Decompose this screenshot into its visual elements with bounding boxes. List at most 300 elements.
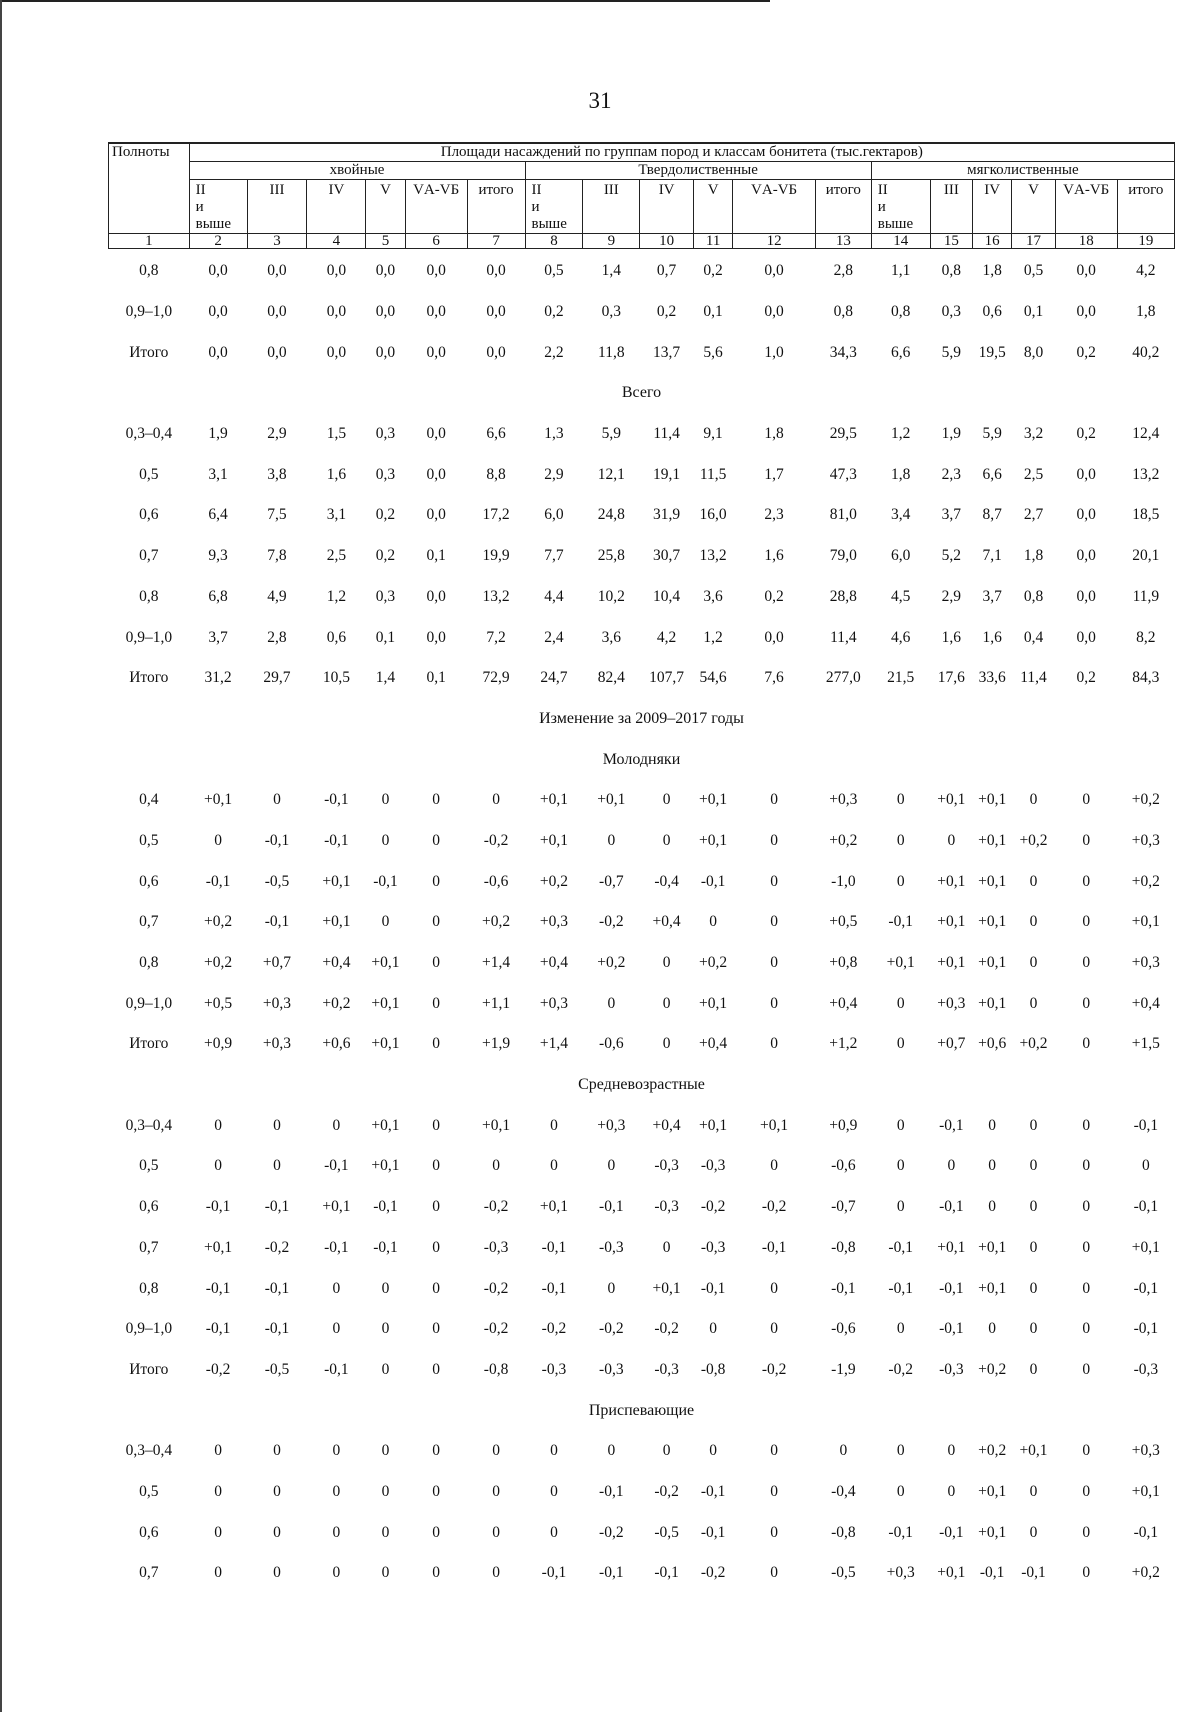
table-cell: 3,1 — [208, 465, 228, 483]
table-cell: 0 — [432, 1279, 440, 1297]
table-cell: 0 — [607, 1279, 616, 1297]
table-cell: 10,4 — [653, 587, 681, 605]
table-row — [109, 821, 1175, 862]
page-number: 31 — [588, 88, 612, 113]
table-cell: 0 — [432, 831, 440, 849]
table-cell: -0,1 — [1133, 1116, 1159, 1134]
table-cell: 47,3 — [829, 465, 857, 483]
table-cell: +0,1 — [978, 831, 1007, 849]
table-row — [109, 1431, 1175, 1472]
header-subcolumns-row — [109, 180, 1175, 234]
table-cell: +0,1 — [371, 994, 400, 1012]
table-cell: 0,0 — [208, 262, 228, 280]
table-cell: 0,8 — [941, 262, 962, 280]
table-cell: 0 — [1082, 913, 1091, 931]
row-label: 0,9–1,0 — [125, 628, 173, 646]
row-label: Итого — [129, 669, 169, 687]
table-cell: 0 — [947, 1157, 956, 1175]
column-number: 7 — [467, 234, 525, 249]
header-polnoty: Полноты — [109, 143, 190, 234]
table-cell: 0 — [896, 791, 905, 809]
table-cell: +0,3 — [539, 994, 569, 1012]
table-cell: -0,1 — [1133, 1279, 1159, 1297]
table-cell: -0,1 — [939, 1320, 964, 1338]
table-cell: +0,2 — [597, 954, 626, 972]
table-cell: 0 — [896, 1157, 905, 1175]
table-cell: 0 — [381, 1482, 390, 1500]
table-cell: -0,1 — [888, 1279, 913, 1297]
table-cell: 7,7 — [544, 547, 564, 565]
table-cell: 4,2 — [656, 628, 677, 646]
top-rule — [0, 0, 770, 2]
table-cell: -0,2 — [654, 1320, 679, 1338]
table-cell: 0 — [770, 994, 778, 1012]
table-cell: 0 — [1082, 1442, 1091, 1460]
table-cell: 0 — [214, 1157, 222, 1175]
table-row — [109, 454, 1175, 495]
table-cell: +0,1 — [937, 791, 966, 809]
section-heading: Приспевающие — [588, 1401, 695, 1419]
header-subcolumn: V — [366, 180, 405, 234]
table-row — [109, 943, 1175, 984]
table-row — [109, 1146, 1175, 1187]
row-label: 0,3–0,4 — [125, 1116, 173, 1134]
table-cell: 1,8 — [1023, 547, 1044, 565]
table-cell: 0 — [896, 1198, 905, 1216]
table-cell: 1,8 — [982, 262, 1002, 280]
column-number: 16 — [973, 234, 1012, 249]
column-number: 8 — [525, 234, 583, 249]
table-cell: +1,2 — [829, 1035, 858, 1053]
table-cell: 0 — [332, 1523, 341, 1541]
table-cell: 0 — [770, 954, 778, 972]
table-cell: -0,2 — [761, 1198, 787, 1216]
table-cell: +0,4 — [322, 954, 351, 972]
table-cell: 31,2 — [204, 669, 232, 687]
table-cell: -0,1 — [1133, 1523, 1159, 1541]
table-cell: 0 — [662, 831, 671, 849]
table-cell: 0 — [607, 831, 616, 849]
table-cell: 0 — [332, 1116, 341, 1134]
table-cell: -0,5 — [264, 1360, 290, 1378]
table-cell: 0,1 — [375, 628, 396, 646]
table-cell: -0,6 — [831, 1157, 856, 1175]
table-cell: +0,4 — [1131, 994, 1160, 1012]
table-cell: +0,1 — [699, 791, 728, 809]
table-row — [109, 1512, 1175, 1553]
table-cell: +0,1 — [539, 791, 569, 809]
table-cell: -0,1 — [700, 1482, 726, 1500]
table-cell: 8,7 — [982, 506, 1002, 524]
table-cell: 6,6 — [982, 465, 1002, 483]
column-number: 3 — [247, 234, 307, 249]
table-cell: 277,0 — [825, 669, 861, 687]
table-cell: 0,2 — [703, 262, 723, 280]
table-cell: 0,4 — [1023, 628, 1044, 646]
table-cell: 0,0 — [326, 262, 347, 280]
table-cell: -0,7 — [599, 872, 624, 890]
row-label: 0,4 — [139, 791, 159, 809]
table-cell: 4,9 — [267, 587, 287, 605]
column-number: 5 — [366, 234, 405, 249]
table-cell: 19,1 — [653, 465, 681, 483]
table-cell: -0,2 — [700, 1198, 726, 1216]
table-cell: 7,1 — [982, 547, 1002, 565]
table-cell: 0,1 — [426, 547, 446, 565]
table-cell: +0,3 — [1131, 831, 1160, 849]
table-cell: 11,5 — [699, 465, 727, 483]
table-cell: 6,6 — [486, 425, 506, 443]
table-cell: -0,1 — [205, 872, 231, 890]
column-number: 12 — [733, 234, 816, 249]
table-cell: 2,4 — [544, 628, 564, 646]
table-cell: -0,1 — [324, 1238, 349, 1256]
header-subcolumn: III — [583, 180, 640, 234]
table-cell: +0,3 — [886, 1564, 915, 1582]
table-cell: 0 — [273, 1564, 281, 1582]
table-cell: -0,2 — [599, 1523, 624, 1541]
table-cell: 0 — [214, 1116, 222, 1134]
table-cell: 0 — [432, 791, 440, 809]
table-cell: +0,1 — [978, 913, 1007, 931]
table-cell: 0 — [770, 1320, 778, 1338]
table-cell: 0 — [381, 831, 390, 849]
table-cell: 0 — [1082, 1564, 1091, 1582]
table-cell: 0 — [947, 831, 956, 849]
table-cell: 2,3 — [941, 465, 962, 483]
table-cell: -0,1 — [939, 1523, 964, 1541]
table-cell: 20,1 — [1132, 547, 1160, 565]
table-cell: 0 — [432, 1564, 440, 1582]
table-cell: -0,1 — [939, 1198, 964, 1216]
table-cell: 0 — [770, 1482, 778, 1500]
row-label: 0,9–1,0 — [125, 1320, 173, 1338]
table-cell: -1,9 — [831, 1360, 856, 1378]
table-cell: -0,6 — [483, 872, 509, 890]
table-cell: 0 — [1082, 1157, 1091, 1175]
table-cell: -0,1 — [888, 1238, 913, 1256]
table-cell: 0,0 — [426, 628, 446, 646]
table-cell: -0,1 — [264, 1198, 290, 1216]
table-cell: +0,1 — [937, 872, 966, 890]
table-cell: 34,3 — [829, 343, 857, 361]
table-cell: 0 — [1082, 791, 1091, 809]
section-heading-row — [109, 1390, 1175, 1431]
table-cell: 0,0 — [764, 303, 784, 321]
row-label: 0,6 — [139, 872, 159, 890]
table-cell: 0 — [896, 994, 905, 1012]
table-cell: 0 — [1082, 1360, 1091, 1378]
row-label: 0,6 — [139, 1523, 159, 1541]
table-cell: +0,1 — [978, 994, 1007, 1012]
table-cell: +1,5 — [1131, 1035, 1160, 1053]
table-cell: 1,6 — [941, 628, 962, 646]
table-cell: +0,9 — [204, 1035, 233, 1053]
table-cell: 5,6 — [703, 343, 723, 361]
table-cell: 0 — [770, 1564, 778, 1582]
table-cell: 0 — [432, 1482, 440, 1500]
table-cell: -0,1 — [654, 1564, 679, 1582]
row-label: 0,8 — [139, 954, 159, 972]
table-row — [109, 1350, 1175, 1391]
table-cell: 0 — [770, 872, 778, 890]
table-cell: 0 — [1029, 1279, 1038, 1297]
table-cell: 0,0 — [426, 465, 446, 483]
table-cell: 0 — [1082, 1238, 1091, 1256]
table-cell: -0,1 — [939, 1116, 964, 1134]
table-cell: 1,2 — [891, 425, 911, 443]
table-cell: 10,2 — [597, 587, 625, 605]
forest-area-table — [108, 142, 1175, 1594]
table-cell: -0,2 — [599, 1320, 624, 1338]
table-cell: 0 — [214, 1564, 222, 1582]
column-number: 10 — [640, 234, 694, 249]
table-cell: 0,2 — [764, 587, 784, 605]
table-cell: 2,8 — [267, 628, 287, 646]
table-cell: 0,5 — [544, 262, 564, 280]
table-cell: -0,3 — [654, 1157, 679, 1175]
table-cell: 0 — [432, 1116, 440, 1134]
table-cell: +0,2 — [978, 1360, 1007, 1378]
table-cell: -0,1 — [541, 1279, 567, 1297]
table-cell: +0,5 — [204, 994, 233, 1012]
table-cell: +0,1 — [886, 954, 915, 972]
table-cell: 54,6 — [699, 669, 727, 687]
table-cell: -0,5 — [264, 872, 290, 890]
table-cell: 0 — [1029, 1116, 1038, 1134]
table-cell: 10,5 — [322, 669, 350, 687]
table-cell: 0 — [662, 994, 671, 1012]
table-cell: 0 — [432, 1523, 440, 1541]
header-subcolumn: VА-VБ — [405, 180, 467, 234]
row-label: 0,8 — [139, 587, 159, 605]
table-cell: +0,2 — [978, 1442, 1007, 1460]
table-cell: 0 — [432, 1238, 440, 1256]
table-cell: 0 — [381, 1564, 390, 1582]
table-cell: +0,1 — [978, 1279, 1007, 1297]
table-cell: 0 — [662, 1442, 671, 1460]
table-row — [109, 249, 1175, 292]
table-cell: 6,0 — [544, 506, 564, 524]
table-cell: -0,1 — [324, 791, 349, 809]
table-cell: +0,1 — [937, 913, 966, 931]
header-subcolumn: IV — [307, 180, 366, 234]
column-number: 14 — [871, 234, 930, 249]
section-heading: Молодняки — [602, 750, 681, 768]
table-cell: -0,2 — [483, 1279, 509, 1297]
header-subcolumn: II и выше — [525, 180, 583, 234]
table-cell: 4,2 — [1136, 262, 1156, 280]
table-cell: 0,3 — [375, 465, 396, 483]
table-cell: 0,0 — [267, 262, 287, 280]
table-cell: -0,2 — [761, 1360, 787, 1378]
table-cell: 0 — [332, 1320, 341, 1338]
row-label: 0,8 — [139, 1279, 159, 1297]
table-cell: 0 — [432, 1157, 440, 1175]
table-cell: 0 — [1029, 872, 1038, 890]
table-cell: +0,2 — [1019, 831, 1048, 849]
table-cell: 3,7 — [982, 587, 1002, 605]
table-cell: -0,3 — [541, 1360, 567, 1378]
table-cell: 29,5 — [829, 425, 857, 443]
table-cell: 0 — [273, 791, 281, 809]
table-cell: 2,9 — [267, 425, 287, 443]
table-cell: 1,5 — [326, 425, 347, 443]
column-number: 19 — [1117, 234, 1174, 249]
table-cell: 1,2 — [326, 587, 347, 605]
table-cell: 79,0 — [829, 547, 857, 565]
table-cell: 2,7 — [1023, 506, 1044, 524]
table-cell: 1,0 — [764, 343, 784, 361]
table-cell: 0,3 — [375, 587, 396, 605]
table-cell: 0,0 — [764, 262, 784, 280]
table-cell: -0,1 — [373, 1238, 398, 1256]
table-cell: +0,1 — [699, 994, 728, 1012]
table-cell: 0 — [1082, 1523, 1091, 1541]
table-cell: 0,1 — [703, 303, 723, 321]
table-cell: +0,1 — [978, 1238, 1007, 1256]
table-cell: 31,9 — [653, 506, 681, 524]
table-cell: +0,8 — [829, 954, 858, 972]
table-cell: 0 — [1082, 994, 1091, 1012]
table-cell: +0,1 — [322, 872, 351, 890]
table-cell: -0,3 — [599, 1238, 624, 1256]
table-cell: 0 — [381, 791, 390, 809]
table-cell: +0,3 — [262, 1035, 292, 1053]
table-cell: 0,6 — [326, 628, 347, 646]
table-cell: 0,0 — [1076, 465, 1096, 483]
table-cell: 1,1 — [891, 262, 911, 280]
table-cell: 0 — [896, 1035, 905, 1053]
column-number: 2 — [189, 234, 247, 249]
table-row — [109, 1228, 1175, 1269]
table-cell: 0 — [1082, 1035, 1091, 1053]
table-cell: 9,1 — [703, 425, 723, 443]
table-cell: 0 — [1082, 954, 1091, 972]
table-cell: +0,2 — [204, 913, 233, 931]
table-cell: 2,3 — [764, 506, 784, 524]
table-cell: 0,0 — [426, 262, 446, 280]
table-cell: 0 — [709, 1320, 717, 1338]
table-cell: -0,3 — [599, 1360, 624, 1378]
table-cell: 1,2 — [703, 628, 723, 646]
table-cell: 0 — [1029, 1523, 1038, 1541]
column-number: 17 — [1012, 234, 1055, 249]
table-cell: 2,9 — [941, 587, 962, 605]
table-cell: 0 — [1029, 954, 1038, 972]
table-cell: 0 — [770, 913, 778, 931]
table-cell: 0,0 — [486, 343, 506, 361]
table-row — [109, 292, 1175, 333]
table-cell: 0 — [492, 791, 500, 809]
table-cell: -0,2 — [264, 1238, 290, 1256]
table-cell: 0,7 — [656, 262, 677, 280]
table-row — [109, 617, 1175, 658]
table-cell: 0 — [770, 791, 778, 809]
table-cell: -0,3 — [654, 1360, 679, 1378]
table-cell: +0,7 — [937, 1035, 966, 1053]
table-cell: 0,2 — [1076, 425, 1096, 443]
row-label: 0,7 — [139, 547, 159, 565]
table-cell: -0,1 — [1133, 1320, 1159, 1338]
table-cell: +0,2 — [1131, 872, 1160, 890]
table-cell: 12,1 — [597, 465, 625, 483]
table-cell: 0,0 — [208, 343, 228, 361]
row-label: 0,5 — [139, 1157, 159, 1175]
table-cell: 3,4 — [891, 506, 911, 524]
table-row — [109, 780, 1175, 821]
table-cell: 13,7 — [653, 343, 681, 361]
header-subcolumn: VА-VБ — [733, 180, 816, 234]
column-number: 13 — [815, 234, 871, 249]
table-cell: 1,4 — [601, 262, 621, 280]
table-cell: 1,8 — [764, 425, 784, 443]
table-cell: +0,4 — [652, 1116, 681, 1134]
table-cell: -0,3 — [483, 1238, 509, 1256]
table-row — [109, 1024, 1175, 1065]
table-row — [109, 861, 1175, 902]
table-cell: 2,5 — [1023, 465, 1044, 483]
table-cell: +0,1 — [760, 1116, 789, 1134]
table-cell: 17,2 — [482, 506, 510, 524]
table-cell: -0,1 — [761, 1238, 787, 1256]
row-label: 0,9–1,0 — [125, 303, 173, 321]
row-label: 0,5 — [139, 465, 159, 483]
table-cell: 0 — [432, 1035, 440, 1053]
table-cell: 0 — [432, 954, 440, 972]
table-cell: -0,3 — [1133, 1360, 1159, 1378]
table-cell: 0,0 — [764, 628, 784, 646]
table-cell: 0 — [273, 1523, 281, 1541]
table-cell: -0,2 — [483, 831, 509, 849]
section-heading: Изменение за 2009–2017 годы — [539, 709, 744, 727]
table-cell: 0 — [381, 1320, 390, 1338]
section-heading: Средневозрастные — [578, 1076, 705, 1094]
header-subcolumn: VА-VБ — [1055, 180, 1117, 234]
table-cell: +0,1 — [1131, 913, 1160, 931]
column-number: 4 — [307, 234, 366, 249]
row-label: 0,7 — [139, 913, 159, 931]
table-cell: -0,2 — [599, 913, 624, 931]
header-subcolumn: V — [1012, 180, 1055, 234]
table-cell: 0 — [770, 1442, 778, 1460]
table-cell: 0 — [896, 1116, 905, 1134]
table-cell: 0 — [381, 1442, 390, 1460]
header-group-hardwood: Твердолиственные — [525, 162, 871, 180]
table-cell: +0,9 — [829, 1116, 858, 1134]
table-cell: 1,3 — [544, 425, 564, 443]
table-cell: -0,1 — [264, 913, 290, 931]
table-cell: 0 — [770, 831, 778, 849]
table-cell: 2,8 — [833, 262, 854, 280]
table-cell: 3,7 — [941, 506, 962, 524]
column-number: 1 — [109, 234, 190, 249]
table-cell: -0,1 — [264, 831, 290, 849]
table-row — [109, 983, 1175, 1024]
table-cell: 1,9 — [941, 425, 962, 443]
row-label: 0,3–0,4 — [125, 1442, 173, 1460]
table-cell: 0 — [896, 831, 905, 849]
table-cell: 0,0 — [426, 343, 446, 361]
table-cell: 3,6 — [703, 587, 723, 605]
table-cell: 0 — [662, 1238, 671, 1256]
table-cell: -0,1 — [373, 1198, 398, 1216]
table-cell: +0,1 — [1131, 1482, 1160, 1500]
table-cell: 0 — [432, 1360, 440, 1378]
table-cell: 0,6 — [982, 303, 1002, 321]
table-cell: 0 — [947, 1442, 956, 1460]
table-cell: 0,0 — [1076, 587, 1096, 605]
